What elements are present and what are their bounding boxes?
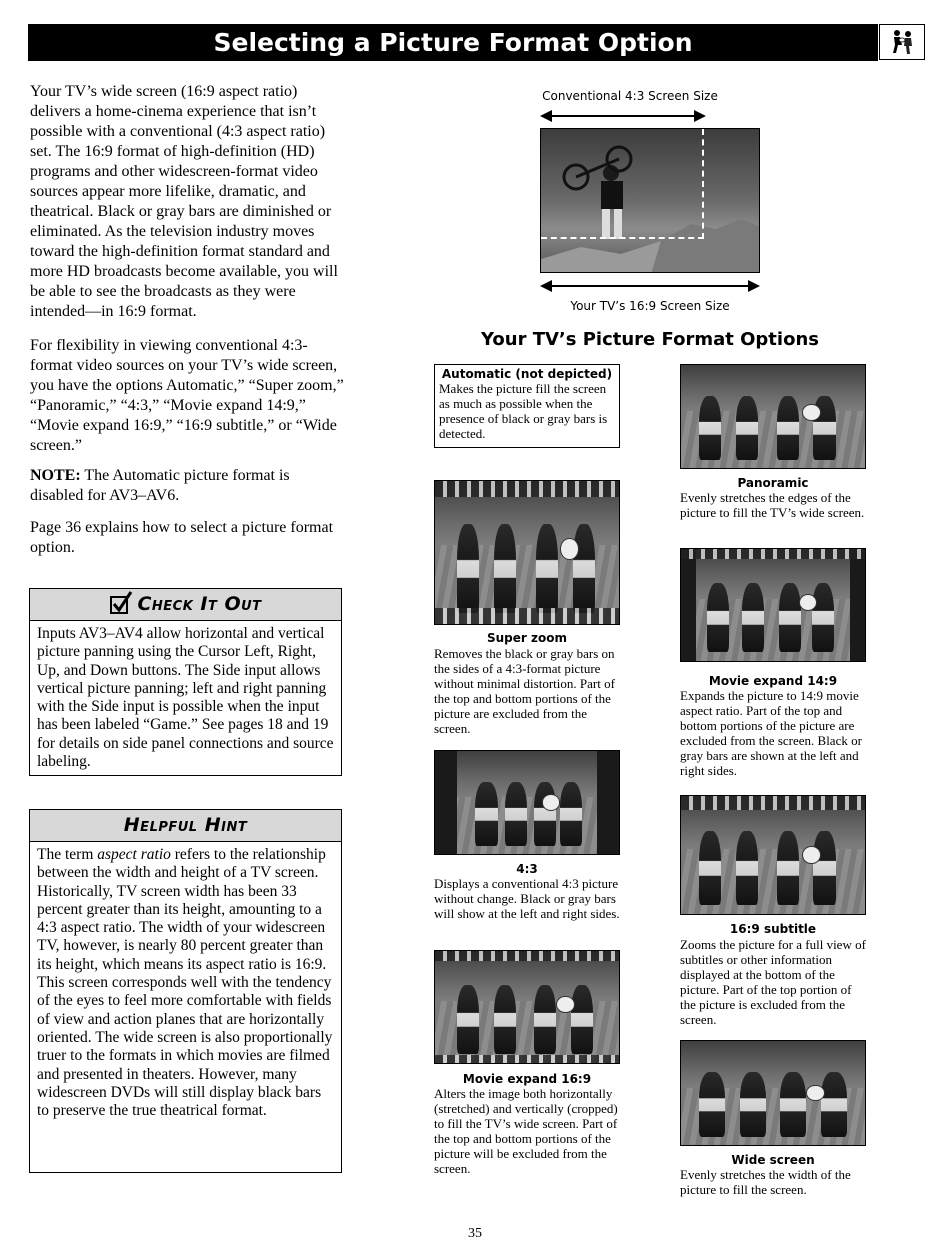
check-it-out-body: Inputs AV3–AV4 allow horizontal and vertical picture panning using the Cursor Left, Right, Up, and Down buttons. The Side input allows vertical picture panning; left and right panning with the Side input is possible when the input has been labeled “Game.” See pages 18 and 19 for details on side panel connections and source labeling. [37, 625, 334, 771]
note-text: The Automatic picture format is disabled for AV3–AV6. [30, 467, 290, 504]
options-section-title: Your TV’s Picture Format Options [481, 329, 819, 350]
note-paragraph [30, 466, 346, 506]
movie-expand-16-9-title: Movie expand 16:9 [462, 1072, 592, 1086]
page-title: Selecting a Picture Format Option [28, 24, 878, 61]
subtitle-16-9-title: 16:9 subtitle [729, 922, 817, 936]
helpful-hint-box [29, 809, 342, 1173]
helpful-hint-body [30, 842, 341, 1126]
widescreen-width-arrow [538, 276, 762, 296]
hint-text-rest: refers to the relationship between the width and height of a TV screen. Historically, TV screen width has been 33 percent greater than its height, amounting to a 4:3 aspect ratio. The width of your widescreen TV, however, is nearly 80 percent greater than its height, which means its aspect ratio is 16:9. This screen corresponds well with the tendency of the eyes to feel more comfortable with fields of view and action planes that are horizontally oriented. The wide screen is also proportionally truer to the formats in which movies are filmed and presented in theaters. However, many widescreen DVDs will still display black bars to preserve the true theatrical format. [37, 846, 333, 1120]
page-reference-paragraph: Page 36 explains how to select a picture format option. [30, 519, 334, 556]
helpful-hint-header [30, 810, 341, 842]
wide-screen-description: Evenly stretches the width of the picture to fill the screen. [680, 1167, 851, 1197]
hint-term: aspect ratio [97, 846, 171, 863]
conventional-screen-label: Conventional 4:3 Screen Size [542, 89, 718, 103]
automatic-option-box [434, 364, 620, 448]
check-it-out-header [30, 589, 341, 621]
checkbox-icon [109, 591, 133, 625]
note-label: NOTE: [30, 467, 81, 484]
helpful-hint-title: Helpful Hint [123, 814, 248, 836]
four-three-image [434, 750, 620, 855]
movie-expand-16-9-description: Alters the image both horizontally (stretched) and vertically (cropped) to fill the TV’s wide screen. Part of the top and bottom portions of the picture will be excluded from the screen. [434, 1086, 618, 1176]
check-it-out-title: Check It Out [137, 593, 262, 615]
hint-text-start: The term [37, 846, 98, 863]
super-zoom-image [434, 480, 620, 625]
super-zoom-title: Super zoom [487, 631, 567, 645]
panoramic-image [680, 364, 866, 469]
super-zoom-description: Removes the black or gray bars on the sides of a 4:3-format picture without minimal distortion. Part of the top and bottom portions of the picture are excluded from the screen. [434, 646, 615, 736]
wide-screen-title: Wide screen [731, 1153, 815, 1167]
football-players-icon [879, 24, 925, 60]
subtitle-16-9-image [680, 795, 866, 915]
widescreen-label: Your TV’s 16:9 Screen Size [570, 299, 730, 313]
panoramic-title: Panoramic [737, 476, 809, 490]
conventional-width-arrow [538, 106, 762, 126]
movie-expand-14-9-title: Movie expand 14:9 [708, 674, 838, 688]
wide-screen-image [680, 1040, 866, 1146]
conventional-frame-outline [541, 129, 704, 239]
cyclist-photo [540, 128, 760, 273]
intro-paragraph: Your TV’s wide screen (16:9 aspect ratio) delivers a home-cinema experience that isn’t possible with a conventional (4:3 aspect ratio) set. The 16:9 format of high-definition (HD) programs and other widescreen-format video sources appear more lifelike, dramatic, and theatrical. Black or gray bars are diminished or eliminated. As the television industry moves toward the high-definition format standard and more HD broadcasts become available, you will be able to see the broadcasts as they were intended—in 16:9 format. [30, 83, 338, 320]
options-paragraph: For flexibility in viewing conventional 4:3-format video sources on your TV’s wide screen, you have the options Automatic,” “Super zoom,” “Panoramic,” “4:3,” “Movie expand 14:9,” “Movie expand 16:9,” “16:9 subtitle,” or “Wide screen.” [30, 337, 344, 454]
movie-expand-14-9-description: Expands the picture to 14:9 movie aspect ratio. Part of the top and bottom portions of the picture are excluded from the screen. Black or gray bars are shown at the left and right sides. [680, 688, 862, 778]
four-three-description: Displays a conventional 4:3 picture without change. Black or gray bars will show at the left and right sides. [434, 876, 620, 921]
panoramic-description: Evenly stretches the edges of the picture to fill the TV’s wide screen. [680, 490, 865, 520]
automatic-title: Automatic (not depicted) [441, 367, 613, 381]
automatic-description: Makes the picture fill the screen as much as possible when the presence of black or gray bars is detected. [439, 381, 608, 441]
check-it-out-box [29, 588, 342, 776]
movie-expand-16-9-image [434, 950, 620, 1064]
movie-expand-14-9-image [680, 548, 866, 662]
subtitle-16-9-description: Zooms the picture for a full view of subtitles or other information displayed at the bottom of the picture. Part of the top portion of the picture is excluded from the screen. [680, 937, 866, 1027]
page-number: 35 [468, 1226, 482, 1241]
four-three-title: 4:3 [516, 862, 538, 876]
